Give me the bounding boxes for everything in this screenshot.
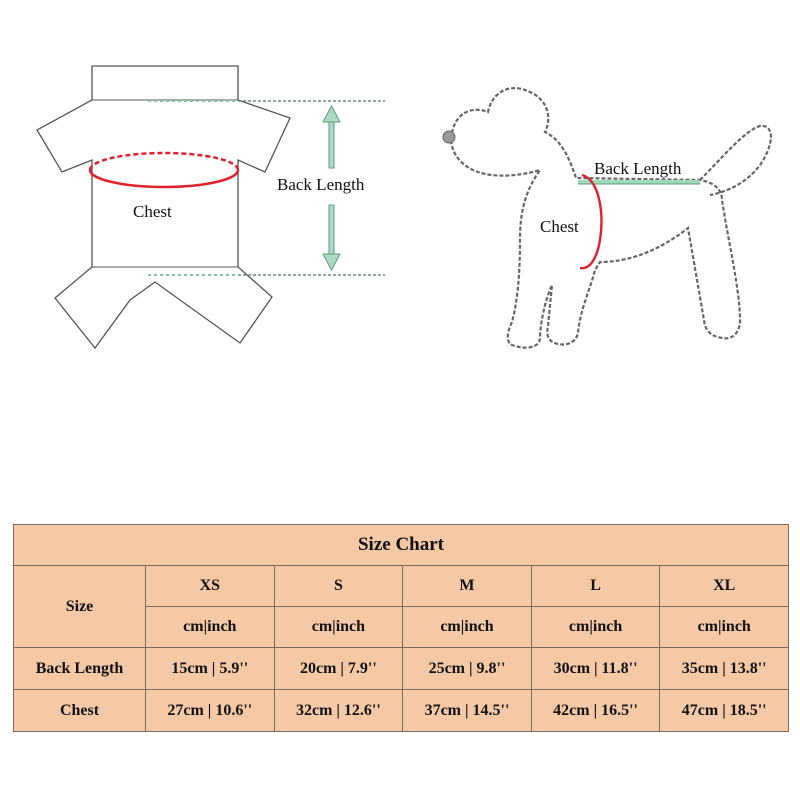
unit-label: cm|inch (660, 607, 789, 648)
back-length-xs: 15cm | 5.9'' (146, 648, 275, 690)
garment-back-length-label: Back Length (277, 175, 365, 194)
chest-l: 42cm | 16.5'' (531, 690, 660, 732)
dog-back-length-label: Back Length (594, 159, 682, 178)
unit-label: cm|inch (403, 607, 532, 648)
size-header-label: Size (14, 566, 146, 648)
back-length-arrow-up (323, 106, 340, 168)
row-label-chest: Chest (14, 690, 146, 732)
size-chart-title-row (14, 525, 789, 566)
unit-label: cm|inch (274, 607, 403, 648)
chest-s: 32cm | 12.6'' (274, 690, 403, 732)
dog-outline (451, 88, 740, 348)
garment-diagram (37, 66, 385, 348)
chest-xl: 47cm | 18.5'' (660, 690, 789, 732)
dog-chest-label: Chest (540, 217, 579, 236)
size-s: S (274, 566, 403, 607)
unit-label: cm|inch (146, 607, 275, 648)
back-length-l: 30cm | 11.8'' (531, 648, 660, 690)
dog-nose (443, 131, 455, 143)
size-xl: XL (660, 566, 789, 607)
row-label-back-length: Back Length (14, 648, 146, 690)
chest-m: 37cm | 14.5'' (403, 690, 532, 732)
back-length-m: 25cm | 9.8'' (403, 648, 532, 690)
back-length-row (14, 648, 789, 690)
unit-label: cm|inch (531, 607, 660, 648)
dog-tail (700, 126, 771, 195)
size-chart-title: Size Chart (14, 525, 789, 566)
chest-xs: 27cm | 10.6'' (146, 690, 275, 732)
back-length-xl: 35cm | 13.8'' (660, 648, 789, 690)
size-chart-table (13, 524, 789, 732)
back-length-arrow-down (323, 205, 340, 270)
dog-diagram (443, 88, 771, 348)
garment-chest-label: Chest (133, 202, 172, 221)
chest-row (14, 690, 789, 732)
back-length-s: 20cm | 7.9'' (274, 648, 403, 690)
size-header-row (14, 566, 789, 607)
size-m: M (403, 566, 532, 607)
size-l: L (531, 566, 660, 607)
dog-chest-loop (580, 175, 601, 268)
size-xs: XS (146, 566, 275, 607)
